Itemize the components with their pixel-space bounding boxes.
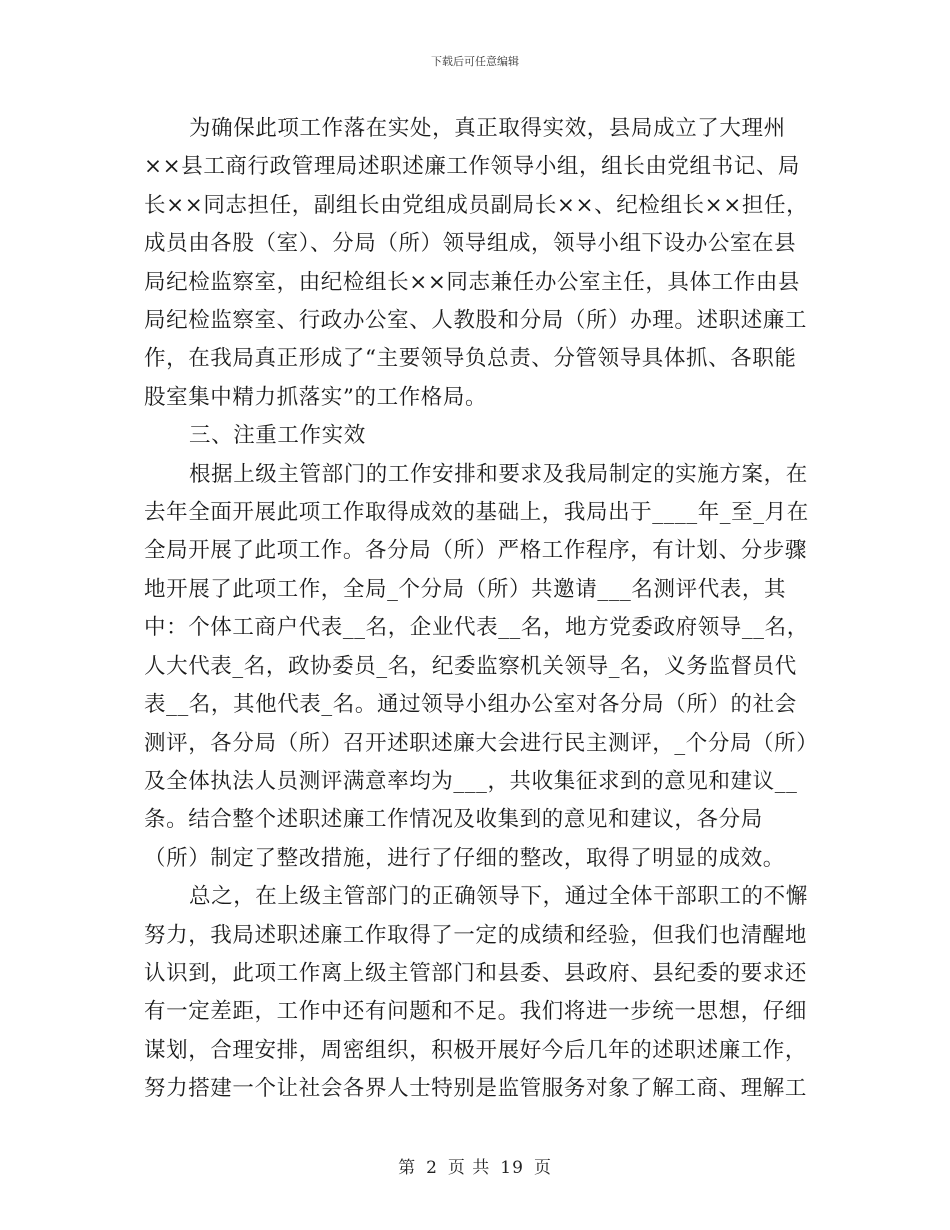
page-header: 下载后可任意编辑 <box>431 55 519 68</box>
footer-total-pages: 19 <box>500 1158 524 1178</box>
footer-prefix: 第 <box>398 1158 417 1178</box>
paragraph-work-results: 根据上级主管部门的工作安排和要求及我局制定的实施方案，在去年全面开展此项工作取得成效的基础上，我局出于____年_至_月在全局开展了此项工作。各分局（所）严格工作程序，有计划、分步骤地开展了此项工作，全局_个分局（所）共邀请___名测评代表，其中：个体工商户代表__名，企业代表__名，地方党委政府领导__名，人大代表_名，政协委员_名，纪委监察机关领导_名，义务监督员代表__名，其他代表_名。通过领导小组办公室对各分局（所）的社会测评，各分局（所）召开述职述廉大会进行民主测评，_个分局（所）及全体执法人员测评满意率均为___，共收集征求到的意见和建议__条。结合整个述职述廉工作情况及收集到的意见和建议，各分局（所）制定了整改措施，进行了仔细的整改，取得了明显的成效。 <box>144 461 809 871</box>
footer-suffix: 页 <box>533 1158 552 1178</box>
paragraph-summary: 总之，在上级主管部门的正确领导下，通过全体干部职工的不懈努力，我局述职述廉工作取得了一定的成绩和经验，但我们也清醒地认识到，此项工作离上级主管部门和县委、县政府、县纪委的要求还有一定差距，工作中还有问题和不足。我们将进一步统一思想，仔细谋划，合理安排，周密组织，积极开展好今后几年的述职述廉工作，努力搭建一个让社会各界人士特别是监管服务对象了解工商、理解工 <box>144 884 808 1102</box>
footer-middle: 页 共 <box>447 1158 491 1178</box>
document-body <box>144 110 816 1109</box>
footer-page-number: 2 <box>426 1158 438 1178</box>
section-heading-3: 三、注重工作实效 <box>189 423 366 449</box>
paragraph-leadership-group: 为确保此项工作落在实处，真正取得实效，县局成立了大理州××县工商行政管理局述职述廉工作领导小组，组长由党组书记、局长××同志担任，副组长由党组成员副局长××、纪检组长××担任，成员由各股（室）、分局（所）领导组成，领导小组下设办公室在县局纪检监察室，由纪检组长××同志兼任办公室主任，具体工作由县局纪检监察室、行政办公室、人教股和分局（所）办理。述职述廉工作，在我局真正形成了“主要领导负总责、分管领导具体抓、各职能股室集中精力抓落实”的工作格局。 <box>144 116 809 410</box>
page-footer <box>0 1153 950 1178</box>
